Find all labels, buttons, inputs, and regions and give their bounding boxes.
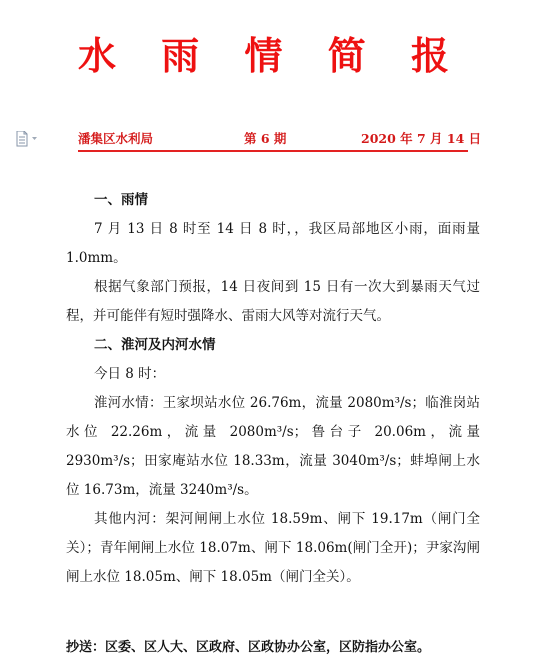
section-heading-rainfall: 一、雨情 — [94, 192, 148, 208]
report-header — [78, 130, 482, 152]
section-heading-water-level: 二、淮河及内河水情 — [94, 337, 216, 353]
water-report-time: 今日 8 时： — [94, 366, 166, 382]
issue-date: 2020 年 7 月 14 日 — [361, 131, 482, 146]
report-body — [66, 186, 480, 592]
document-icon[interactable] — [16, 131, 40, 147]
inner-river-water-status: 其他内河：架河闸闸上水位 18.59m、闸下 19.17m（闸门全关）；青年闸闸上水位 18.07m、闸下 18.06m(闸门全开)；尹家沟闸闸上水位 18.05m、闸下 18.05m（闸门全关）。 — [66, 511, 480, 585]
issuing-bureau: 潘集区水利局 — [78, 131, 154, 146]
huai-river-water-status: 淮河水情：王家坝站水位 26.76m，流量 2080m³/s；临淮岗站水位 22.26m，流量 2080m³/s；鲁台子 20.06m，流量 2930m³/s；田家庵站水位 18.33m，流量 3040m³/s；蚌埠闸上水位 16.73m，流量 3240m³/s。 — [66, 395, 480, 498]
rainfall-forecast: 根据气象部门预报，14 日夜间到 15 日有一次大到暴雨天气过程，并可能伴有短时强降水、雷雨大风等对流行天气。 — [66, 279, 480, 324]
rainfall-observation: 7 月 13 日 8 时至 14 日 8 时，，我区局部地区小雨，面雨量 1.0mm。 — [66, 221, 480, 266]
cc-recipients: 抄送：区委、区人大、区政府、区政协办公室，区防指办公室。 — [66, 640, 431, 655]
report-title: 水 雨 情 简 报 — [78, 34, 465, 78]
issue-number: 第 6 期 — [244, 131, 287, 146]
